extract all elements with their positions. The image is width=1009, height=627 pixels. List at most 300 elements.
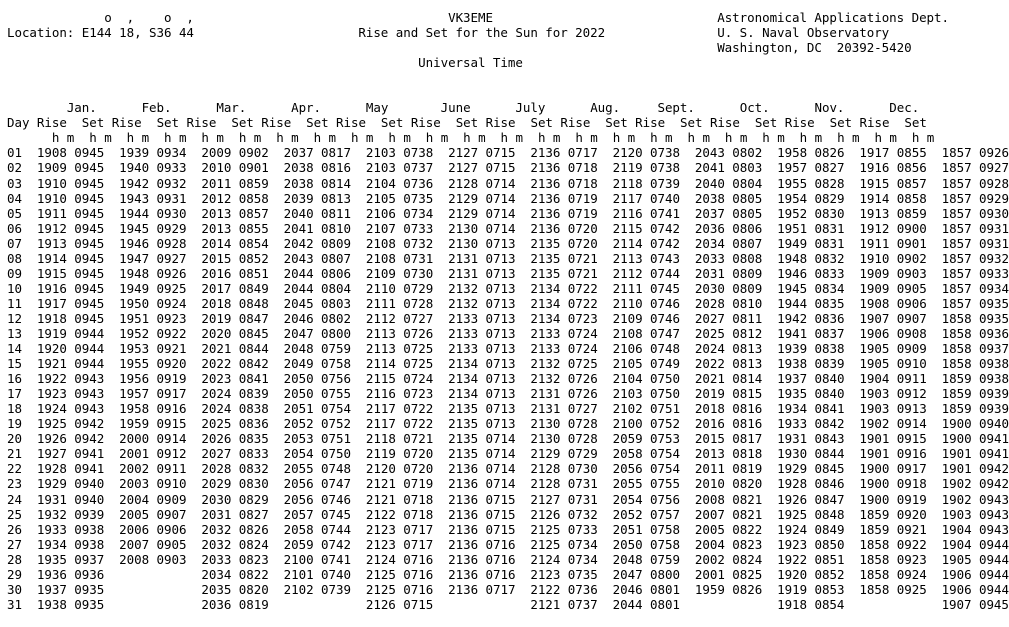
set-time: 0750 bbox=[650, 386, 680, 402]
table-row bbox=[7, 492, 1009, 507]
table-row bbox=[7, 401, 1009, 416]
rise-time: 2118 bbox=[612, 175, 643, 191]
set-time: 0938 bbox=[979, 371, 1009, 387]
rise-time: 1958 bbox=[119, 401, 150, 417]
rise-time: 1902 bbox=[941, 476, 972, 492]
rise-time: 2008 bbox=[119, 551, 150, 567]
set-time: 0847 bbox=[814, 491, 845, 507]
set-time: 0835 bbox=[814, 295, 845, 311]
set-time: 0713 bbox=[485, 280, 516, 296]
set-time: 0747 bbox=[321, 476, 351, 492]
rise-time: 2108 bbox=[612, 325, 643, 341]
rise-time: 1914 bbox=[36, 250, 67, 266]
rise-time: 2038 bbox=[283, 160, 314, 176]
rise-time: 2114 bbox=[365, 356, 396, 372]
rise-time: 2013 bbox=[201, 205, 232, 221]
set-time: 0923 bbox=[896, 551, 927, 567]
rise-time: 2121 bbox=[365, 476, 396, 492]
set-time: 0932 bbox=[979, 250, 1009, 266]
set-time: 0852 bbox=[238, 250, 269, 266]
rise-time: 2116 bbox=[612, 205, 643, 221]
set-time: 0811 bbox=[732, 310, 763, 326]
hours-minutes-label: h m bbox=[388, 130, 411, 146]
rise-time: 1920 bbox=[777, 566, 808, 582]
month-label: May bbox=[365, 100, 389, 116]
rise-time: 1901 bbox=[941, 446, 972, 462]
rise-time: 1924 bbox=[777, 521, 808, 537]
table-row bbox=[7, 416, 1009, 431]
rise-time: 1857 bbox=[941, 205, 972, 221]
hours-minutes-label: h m bbox=[612, 130, 636, 146]
units-header-row bbox=[7, 130, 1009, 145]
set-time: 0716 bbox=[485, 566, 516, 582]
set-time: 0725 bbox=[567, 356, 598, 372]
set-column-label: Set bbox=[754, 115, 778, 131]
set-time: 0746 bbox=[650, 295, 680, 311]
rise-time: 2046 bbox=[283, 310, 314, 326]
set-time: 0935 bbox=[74, 581, 105, 597]
set-time: 0910 bbox=[156, 476, 187, 492]
rise-time: 1857 bbox=[941, 175, 972, 191]
rise-time: 1916 bbox=[36, 280, 67, 296]
set-time: 0751 bbox=[321, 431, 351, 447]
day-column-label: Day bbox=[7, 115, 30, 131]
day-number: 28 bbox=[7, 551, 22, 567]
set-time: 0758 bbox=[650, 521, 680, 537]
set-time: 0930 bbox=[156, 205, 187, 221]
set-time: 0912 bbox=[896, 386, 927, 402]
rise-time: 2014 bbox=[201, 235, 232, 251]
set-time: 0942 bbox=[979, 461, 1009, 477]
rise-time: 2108 bbox=[365, 235, 396, 251]
set-time: 0735 bbox=[403, 190, 434, 206]
rise-time: 2005 bbox=[694, 521, 725, 537]
set-time: 0917 bbox=[156, 386, 187, 402]
month-label: Feb. bbox=[141, 100, 172, 116]
rise-column-label: Rise bbox=[336, 115, 366, 131]
day-number: 02 bbox=[7, 160, 22, 176]
set-time: 0816 bbox=[732, 416, 763, 432]
rise-column-label: Rise bbox=[784, 115, 815, 131]
rise-time: 2039 bbox=[283, 190, 314, 206]
rise-time: 2103 bbox=[365, 145, 396, 161]
set-time: 0941 bbox=[979, 431, 1009, 447]
rise-time: 2130 bbox=[530, 416, 561, 432]
rise-time: 2058 bbox=[283, 521, 314, 537]
rise-time: 2111 bbox=[612, 280, 643, 296]
set-time: 0724 bbox=[567, 325, 598, 341]
hours-minutes-label: h m bbox=[650, 130, 673, 146]
hours-minutes-label: h m bbox=[799, 130, 823, 146]
rise-time: 1931 bbox=[36, 491, 67, 507]
day-number: 21 bbox=[7, 446, 22, 462]
rise-time: 2015 bbox=[694, 431, 725, 447]
set-time: 0829 bbox=[238, 491, 269, 507]
rise-time: 2136 bbox=[530, 145, 561, 161]
rise-time: 2025 bbox=[201, 416, 232, 432]
set-time: 0750 bbox=[321, 446, 351, 462]
set-time: 0936 bbox=[74, 566, 105, 582]
set-time: 0914 bbox=[156, 431, 187, 447]
set-time: 0717 bbox=[403, 536, 434, 552]
set-time: 0713 bbox=[485, 310, 516, 326]
rise-time: 2020 bbox=[201, 325, 232, 341]
set-time: 0725 bbox=[403, 356, 434, 372]
set-time: 0841 bbox=[814, 401, 845, 417]
rise-time: 2055 bbox=[283, 461, 314, 477]
rise-time: 2002 bbox=[694, 551, 725, 567]
rise-column-label: Rise bbox=[186, 115, 217, 131]
set-time: 0831 bbox=[814, 220, 845, 236]
set-time: 0713 bbox=[485, 265, 516, 281]
rise-time: 2024 bbox=[201, 386, 232, 402]
table-row bbox=[7, 507, 1009, 522]
set-time: 0718 bbox=[403, 491, 434, 507]
rise-time: 1912 bbox=[859, 220, 890, 236]
set-time: 0935 bbox=[979, 295, 1009, 311]
set-time: 0846 bbox=[814, 476, 845, 492]
set-time: 0916 bbox=[896, 446, 927, 462]
set-time: 0906 bbox=[156, 521, 187, 537]
hours-minutes-label: h m bbox=[276, 130, 299, 146]
month-label: Jan. bbox=[66, 100, 97, 116]
rise-time: 2117 bbox=[612, 190, 643, 206]
rise-time: 2136 bbox=[448, 491, 479, 507]
rise-column-label: Rise bbox=[709, 115, 740, 131]
set-time: 0818 bbox=[732, 446, 763, 462]
set-time: 0801 bbox=[650, 596, 680, 612]
rise-time: 1924 bbox=[36, 401, 67, 417]
set-time: 0945 bbox=[74, 280, 105, 296]
month-label: June bbox=[440, 100, 471, 116]
rise-time: 2021 bbox=[201, 341, 232, 357]
rise-time: 1900 bbox=[859, 461, 890, 477]
rise-time: 2134 bbox=[448, 386, 479, 402]
rise-time: 2024 bbox=[201, 401, 232, 417]
hours-minutes-label: h m bbox=[164, 130, 187, 146]
rise-time: 1946 bbox=[777, 265, 808, 281]
set-time: 0836 bbox=[814, 310, 845, 326]
set-time: 0727 bbox=[403, 310, 434, 326]
rise-time: 1908 bbox=[859, 295, 890, 311]
rise-time: 2105 bbox=[365, 190, 396, 206]
set-time: 0733 bbox=[567, 521, 598, 537]
rise-time: 1915 bbox=[36, 265, 67, 281]
set-time: 0911 bbox=[896, 371, 927, 387]
set-time: 0924 bbox=[896, 566, 927, 582]
set-time: 0714 bbox=[485, 476, 516, 492]
set-time: 0929 bbox=[156, 220, 187, 236]
rise-time: 2009 bbox=[201, 145, 232, 161]
set-time: 0945 bbox=[74, 190, 105, 206]
table-row bbox=[7, 251, 1009, 266]
rise-time: 1937 bbox=[36, 581, 67, 597]
hours-minutes-label: h m bbox=[238, 130, 262, 146]
rise-time: 2001 bbox=[119, 446, 150, 462]
rise-time: 2136 bbox=[448, 581, 479, 597]
day-number: 13 bbox=[7, 325, 22, 341]
set-time: 0820 bbox=[238, 581, 269, 597]
set-column-label: Set bbox=[306, 115, 329, 131]
rise-time: 1935 bbox=[777, 386, 808, 402]
rise-time: 2028 bbox=[201, 461, 232, 477]
month-label: Aug. bbox=[590, 100, 621, 116]
rise-time: 2136 bbox=[448, 551, 479, 567]
set-time: 0751 bbox=[650, 401, 680, 417]
set-time: 0715 bbox=[485, 521, 516, 537]
set-time: 0928 bbox=[156, 235, 187, 251]
set-time: 0721 bbox=[567, 250, 598, 266]
set-time: 0934 bbox=[979, 280, 1009, 296]
set-time: 0713 bbox=[485, 235, 516, 251]
set-time: 0832 bbox=[814, 250, 845, 266]
set-time: 0840 bbox=[814, 386, 845, 402]
hours-minutes-label: h m bbox=[126, 130, 150, 146]
set-time: 0749 bbox=[650, 356, 680, 372]
set-time: 0915 bbox=[156, 416, 187, 432]
set-time: 0756 bbox=[321, 371, 351, 387]
rise-time: 2135 bbox=[448, 416, 479, 432]
set-time: 0931 bbox=[979, 235, 1009, 251]
table-row bbox=[7, 311, 1009, 326]
rise-time: 2103 bbox=[612, 386, 643, 402]
rise-time: 2036 bbox=[201, 596, 232, 612]
set-time: 0851 bbox=[238, 265, 269, 281]
rise-time: 2115 bbox=[365, 371, 396, 387]
day-number: 16 bbox=[7, 371, 22, 387]
set-time: 0902 bbox=[238, 145, 269, 161]
set-time: 0827 bbox=[814, 160, 845, 176]
rise-time: 1909 bbox=[859, 280, 890, 296]
rise-time: 1918 bbox=[36, 310, 67, 326]
day-number: 29 bbox=[7, 566, 22, 582]
set-time: 0903 bbox=[896, 265, 927, 281]
set-column-label: Set bbox=[904, 115, 927, 131]
set-time: 0940 bbox=[74, 476, 105, 492]
set-time: 0734 bbox=[403, 205, 434, 221]
set-time: 0933 bbox=[156, 160, 187, 176]
set-time: 0843 bbox=[814, 431, 845, 447]
rise-time: 2040 bbox=[694, 175, 725, 191]
rise-time: 1923 bbox=[777, 536, 808, 552]
rise-time: 2108 bbox=[365, 250, 396, 266]
set-time: 0730 bbox=[403, 265, 434, 281]
rise-time: 2051 bbox=[283, 401, 314, 417]
month-label: Dec. bbox=[889, 100, 920, 116]
set-time: 0945 bbox=[74, 250, 105, 266]
set-time: 0836 bbox=[238, 416, 269, 432]
set-time: 0825 bbox=[732, 566, 763, 582]
rise-time: 2048 bbox=[612, 551, 643, 567]
rise-time: 2120 bbox=[612, 145, 643, 161]
rise-time: 1937 bbox=[777, 371, 808, 387]
set-time: 0853 bbox=[814, 581, 845, 597]
rise-time: 2113 bbox=[365, 341, 396, 357]
rise-time: 2015 bbox=[201, 250, 232, 266]
set-time: 0921 bbox=[896, 521, 927, 537]
month-label: Mar. bbox=[216, 100, 247, 116]
set-time: 0913 bbox=[896, 401, 927, 417]
set-time: 0941 bbox=[979, 446, 1009, 462]
rise-time: 1944 bbox=[777, 295, 808, 311]
set-time: 0839 bbox=[238, 386, 269, 402]
rise-time: 2115 bbox=[612, 220, 643, 236]
set-time: 0726 bbox=[567, 386, 598, 402]
set-time: 0738 bbox=[650, 145, 680, 161]
set-time: 0851 bbox=[814, 551, 845, 567]
rise-time: 2136 bbox=[530, 160, 561, 176]
rise-time: 2103 bbox=[365, 160, 396, 176]
table-row bbox=[7, 537, 1009, 552]
set-time: 0902 bbox=[896, 250, 927, 266]
set-time: 0942 bbox=[979, 476, 1009, 492]
set-time: 0826 bbox=[238, 521, 269, 537]
table-row bbox=[7, 191, 1009, 206]
set-time: 0850 bbox=[814, 536, 845, 552]
set-time: 0831 bbox=[814, 235, 845, 251]
rise-time: 2050 bbox=[283, 371, 314, 387]
rise-time: 1857 bbox=[941, 295, 972, 311]
rise-time: 1928 bbox=[36, 461, 67, 477]
table-row bbox=[7, 431, 1009, 446]
day-number: 12 bbox=[7, 310, 22, 326]
set-time: 0943 bbox=[74, 386, 105, 402]
rise-column-label: Rise bbox=[410, 115, 441, 131]
blank-line-1 bbox=[7, 70, 1009, 85]
set-time: 0714 bbox=[485, 205, 516, 221]
rise-time: 1859 bbox=[941, 371, 972, 387]
rise-time: 2135 bbox=[448, 401, 479, 417]
rise-time: 2132 bbox=[448, 280, 479, 296]
rise-time: 2106 bbox=[612, 341, 643, 357]
set-time: 0821 bbox=[732, 506, 763, 522]
rise-time: 1922 bbox=[36, 371, 67, 387]
day-number: 14 bbox=[7, 341, 22, 357]
rise-time: 2134 bbox=[530, 280, 561, 296]
set-time: 0937 bbox=[74, 551, 105, 567]
rise-time: 1955 bbox=[777, 175, 808, 191]
set-time: 0832 bbox=[238, 461, 269, 477]
rise-time: 1949 bbox=[119, 280, 150, 296]
rise-time: 2104 bbox=[365, 175, 396, 191]
rise-time: 1859 bbox=[941, 401, 972, 417]
set-time: 0854 bbox=[238, 235, 269, 251]
rise-time: 2102 bbox=[612, 401, 643, 417]
day-number: 25 bbox=[7, 506, 22, 522]
rise-time: 2027 bbox=[201, 446, 232, 462]
set-time: 0901 bbox=[238, 160, 269, 176]
rise-time: 2111 bbox=[365, 295, 396, 311]
rise-time: 2133 bbox=[448, 325, 479, 341]
set-time: 0759 bbox=[650, 551, 680, 567]
set-time: 0944 bbox=[74, 341, 105, 357]
coordinate-degree-marks: o , o , bbox=[104, 10, 194, 25]
rise-time: 1910 bbox=[36, 175, 67, 191]
set-time: 0926 bbox=[979, 145, 1009, 161]
set-time: 0817 bbox=[321, 145, 351, 161]
day-number: 07 bbox=[7, 235, 22, 251]
rise-time: 2018 bbox=[201, 295, 232, 311]
set-time: 0715 bbox=[485, 145, 516, 161]
rise-time: 2037 bbox=[283, 145, 314, 161]
rise-time: 2011 bbox=[694, 461, 725, 477]
rise-time: 2129 bbox=[448, 205, 479, 221]
set-time: 0842 bbox=[238, 356, 269, 372]
rise-time: 2052 bbox=[612, 506, 643, 522]
set-time: 0717 bbox=[403, 521, 434, 537]
rise-time: 1938 bbox=[36, 596, 67, 612]
set-time: 0943 bbox=[74, 401, 105, 417]
set-time: 0921 bbox=[156, 341, 187, 357]
month-label: July bbox=[515, 100, 546, 116]
rise-time: 1858 bbox=[859, 536, 890, 552]
rise-time: 1857 bbox=[941, 220, 972, 236]
rise-time: 2035 bbox=[201, 581, 232, 597]
rise-time: 2133 bbox=[530, 325, 561, 341]
rise-time: 1859 bbox=[941, 386, 972, 402]
rise-time: 2129 bbox=[530, 446, 561, 462]
rise-time: 2000 bbox=[119, 431, 150, 447]
rise-time: 1909 bbox=[36, 160, 67, 176]
set-time: 0714 bbox=[485, 446, 516, 462]
set-time: 0722 bbox=[403, 416, 434, 432]
hours-minutes-label: h m bbox=[463, 130, 486, 146]
set-time: 0723 bbox=[403, 386, 434, 402]
set-time: 0804 bbox=[732, 175, 763, 191]
set-time: 0938 bbox=[74, 536, 105, 552]
rise-time: 2135 bbox=[530, 265, 561, 281]
set-time: 0747 bbox=[650, 325, 680, 341]
rise-time: 1949 bbox=[777, 235, 808, 251]
set-time: 0809 bbox=[732, 280, 763, 296]
rise-time: 2019 bbox=[201, 310, 232, 326]
rise-time: 2018 bbox=[694, 401, 725, 417]
rise-time: 1940 bbox=[119, 160, 150, 176]
set-time: 0759 bbox=[321, 341, 351, 357]
set-time: 0856 bbox=[896, 160, 927, 176]
set-time: 0740 bbox=[321, 566, 351, 582]
rise-time: 2131 bbox=[530, 386, 561, 402]
rise-time: 1941 bbox=[777, 325, 808, 341]
set-time: 0820 bbox=[732, 476, 763, 492]
observatory-name: U. S. Naval Observatory bbox=[717, 25, 890, 41]
hours-minutes-label: h m bbox=[350, 130, 374, 146]
rise-time: 1911 bbox=[36, 205, 67, 221]
rise-time: 2133 bbox=[448, 310, 479, 326]
rise-time: 1904 bbox=[859, 371, 890, 387]
set-time: 0755 bbox=[321, 386, 351, 402]
set-time: 0945 bbox=[74, 235, 105, 251]
rise-time: 2040 bbox=[283, 205, 314, 221]
rise-time: 2134 bbox=[530, 295, 561, 311]
set-time: 0928 bbox=[979, 175, 1009, 191]
set-time: 0900 bbox=[896, 220, 927, 236]
set-time: 0932 bbox=[156, 175, 187, 191]
set-time: 0722 bbox=[567, 295, 598, 311]
set-time: 0714 bbox=[485, 461, 516, 477]
rise-time: 1903 bbox=[859, 386, 890, 402]
rise-time: 2133 bbox=[530, 341, 561, 357]
hours-minutes-label: h m bbox=[724, 130, 748, 146]
rise-time: 2136 bbox=[448, 521, 479, 537]
page-title: Rise and Set for the Sun for 2022 bbox=[358, 25, 606, 41]
rise-time: 2122 bbox=[530, 581, 561, 597]
set-time: 0728 bbox=[567, 416, 598, 432]
rise-time: 2128 bbox=[530, 476, 561, 492]
set-time: 0734 bbox=[567, 536, 598, 552]
rise-time: 2031 bbox=[694, 265, 725, 281]
rise-time: 2001 bbox=[694, 566, 725, 582]
